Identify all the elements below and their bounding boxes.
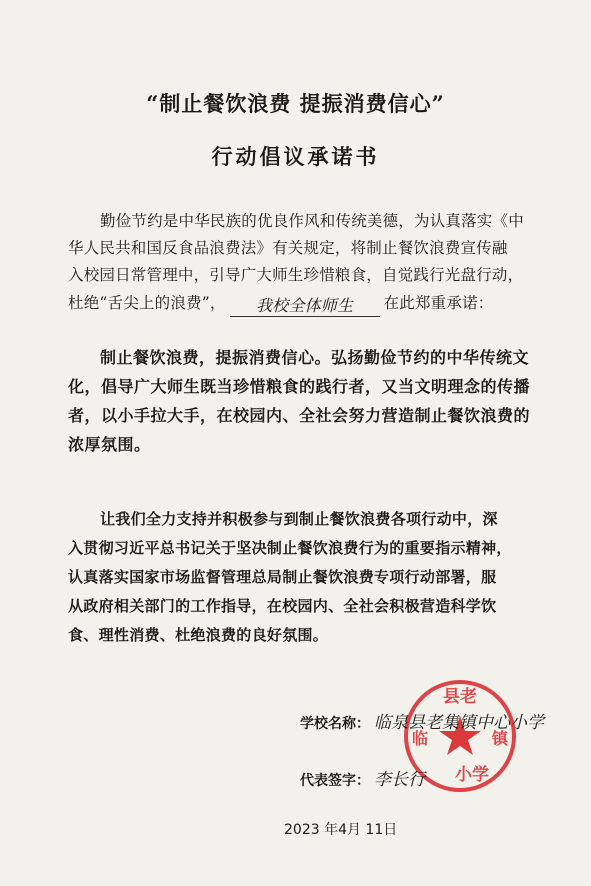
paragraph-line: 者，以小手拉大手，在校园内、全社会努力营造制止餐饮浪费的 [68,406,531,425]
paragraph-line: 入校园日常管理中，引导广大师生珍惜粮食，自觉践行光盘行动， [68,266,524,285]
seal-text-bottom: 小学 [455,765,489,785]
paragraph-commitment [68,343,531,459]
paragraph-line: 让我们全力支持并积极参与到制止餐饮浪费各项行动中，深 [100,510,498,528]
document-date: 2023 年4月 11日 [284,822,398,838]
paragraph-line: 勤俭节约是中华民族的优良作风和传统美德，为认真落实《中 [100,212,524,230]
representative-row [300,765,425,790]
paragraph-action [68,505,528,650]
paragraph-line: 浓厚氛围。 [68,435,151,454]
representative-label: 代表签字： [300,773,370,789]
paragraph-line: 入贯彻习近平总书记关于坚决制止餐饮浪费行为的重要指示精神， [68,539,512,557]
paragraph-intro [68,208,523,317]
paragraph-line: 食、理性消费、杜绝浪费的良好氛围。 [68,626,329,644]
paragraph-line: 化，倡导广大师生既当珍惜粮食的践行者，又当文明理念的传播 [68,377,531,396]
paragraph-line: 华人民共和国反食品浪费法》有关规定，将制止餐饮浪费宣传融 [68,239,508,258]
paragraph-line: 制止餐饮浪费，提振消费信心。弘扬勤俭节约的中华传统文 [100,348,530,367]
paragraph-line [68,290,523,317]
seal-text-right: 镇 [491,729,509,748]
school-name-label: 学校名称： [300,716,370,732]
document-subtitle: 行动倡议承诺书 [211,144,380,169]
school-name-handwriting: 临泉县老集镇中心小学 [374,713,544,733]
seal-text-left: 临 [411,729,429,748]
representative-signature: 李长行 [374,770,425,790]
seal-text-top: 县老 [443,687,477,707]
line-suffix: 在此郑重承诺： [383,293,494,312]
document-title: “制止餐饮浪费 提振消费信心” [146,91,445,116]
paragraph-line: 认真落实国家市场监督管理总局制止餐饮浪费专项行动部署，服 [68,568,497,586]
line-prefix: 杜绝“舌尖上的浪费”， [68,293,226,312]
handwritten-fill-blank: 我校全体师生 [230,296,380,317]
paragraph-line: 从政府相关部门的工作指导，在校园内、全社会积极营造科学饮 [68,597,497,615]
school-name-row [300,708,544,733]
